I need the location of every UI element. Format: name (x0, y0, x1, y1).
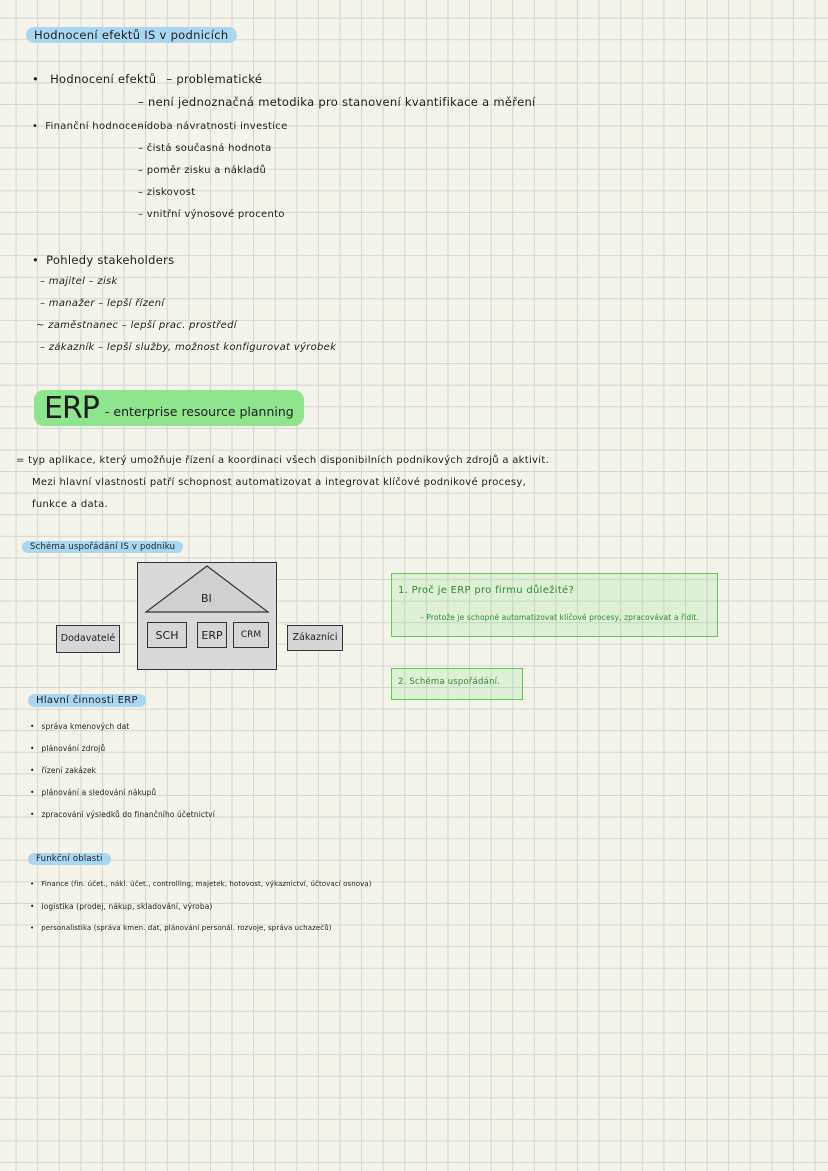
erp-heading (34, 390, 304, 426)
question-2: 2. Schéma uspořádání. (398, 677, 501, 687)
stakeholder-item: – zákazník – lepší služby, možnost konfigurovat výrobek (40, 342, 337, 353)
sch-box: SCH (147, 622, 187, 648)
suppliers-box: Dodavatelé (56, 625, 120, 653)
stakeholder-item: – majitel – zisk (40, 276, 118, 287)
erp-box: ERP (197, 622, 227, 648)
financial-item: – vnitřní výnosové procento (138, 209, 285, 220)
bullet-stakeholders: • Pohledy stakeholders (32, 253, 174, 267)
answer-1: – Protože je schopné automatizovat klíčové procesy, zpracovávat a řídit. (420, 613, 699, 622)
crm-box: CRM (233, 622, 269, 648)
bi-label: BI (201, 592, 212, 605)
activity-item: • řízení zakázek (30, 766, 96, 775)
functional-areas-title: Funkční oblasti (28, 853, 111, 865)
erp-definition-line: = typ aplikace, který umožňuje řízení a koordinaci všech disponibilních podnikových zdrojů a aktivit. (16, 455, 550, 466)
financial-item: – doba návratnosti investice (138, 121, 288, 132)
schema-title: Schéma uspořádání IS v podniku (22, 541, 183, 553)
bullet-effects-evaluation (32, 72, 262, 86)
erp-definition-line: funkce a data. (32, 499, 109, 510)
financial-item: – poměr zisku a nákladů (138, 165, 267, 176)
section-title-is-effects: Hodnocení efektů IS v podnicích (26, 27, 237, 43)
erp-definition-line: Mezi hlavní vlastnosti patří schopnost automatizovat a integrovat klíčové podnikové procesy, (32, 477, 527, 488)
activity-item: • správa kmenových dat (30, 722, 129, 731)
bullet-effects-sub: – není jednoznačná metodika pro stanovení kvantifikace a měření (138, 95, 536, 109)
bullet-label: Hodnocení efektů (50, 72, 157, 86)
stakeholder-item: – manažer – lepší řízení (40, 298, 165, 309)
functional-area-item: • logistika (prodej, nákup, skladování, výroba) (30, 902, 212, 911)
customers-box: Zákazníci (287, 625, 343, 651)
question-box-1 (391, 573, 718, 637)
financial-item: – čistá současná hodnota (138, 143, 272, 154)
bi-triangle (142, 562, 272, 616)
activity-item: • zpracování výsledků do finančního účetnictví (30, 810, 215, 819)
question-1: 1. Proč je ERP pro firmu důležité? (398, 585, 575, 596)
erp-abbreviation: ERP (44, 390, 99, 426)
stakeholder-item: ~ zaměstnanec – lepší prac. prostředí (36, 320, 237, 331)
financial-item: – ziskovost (138, 187, 196, 198)
bullet-financial-evaluation: • Finanční hodnocení (32, 121, 147, 132)
functional-area-item: • personalistika (správa kmen. dat, plánování personál. rozvoje, správa uchazečů) (30, 924, 332, 932)
functional-area-item: • Finance (fin. účet., nákl. účet., controlling, majetek, hotovost, výkaznictví, účtovací osnova) (30, 880, 372, 888)
bullet-value: – problematické (166, 72, 263, 86)
erp-full-name: - enterprise resource planning (104, 403, 294, 419)
main-activities-title: Hlavní činnosti ERP (28, 694, 146, 707)
activity-item: • plánování a sledování nákupů (30, 788, 156, 797)
activity-item: • plánování zdrojů (30, 744, 105, 753)
